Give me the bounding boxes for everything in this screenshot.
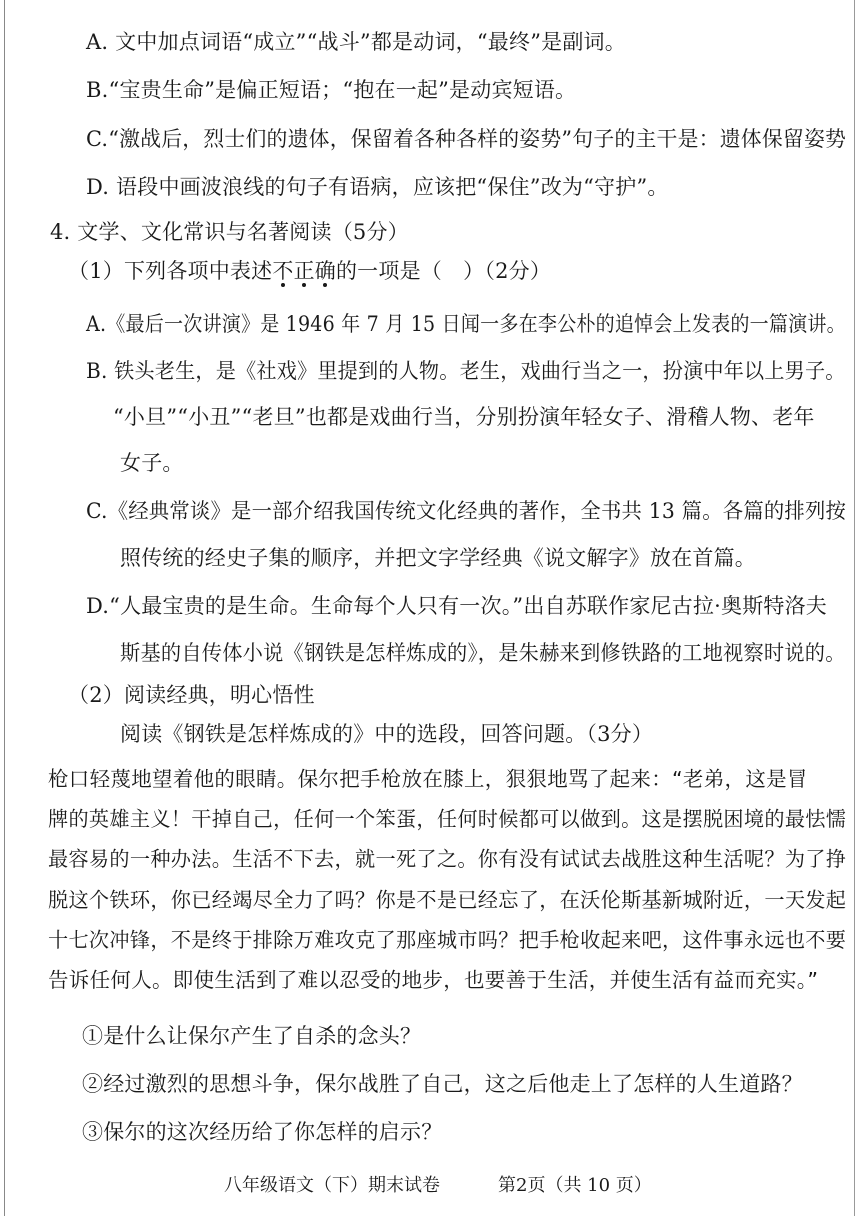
footer-title: 八年级语文（下）期末试卷 xyxy=(224,1175,440,1196)
q3-option-a: A. 文中加点词语“成立”“战斗”都是动词，“最终”是副词。 xyxy=(86,30,626,54)
q4-sub1-option-c-line1: C.《经典常谈》是一部介绍我国传统文化经典的著作，全书共 13 篇。各篇的排列按 xyxy=(86,499,847,523)
q4-sub1-option-d-line2: 斯基的自传体小说《钢铁是怎样炼成的》，是朱赫来到修铁路的工地视察时说的。 xyxy=(120,641,846,665)
reading-question-3: ③保尔的这次经历给了你怎样的启示？ xyxy=(82,1120,443,1144)
passage-line: 牌的英雄主义！干掉自己，任何一个笨蛋，任何时候都可以做到。这是摆脱困境的最怯懦 xyxy=(48,807,847,831)
q4-sub1-prefix: （1）下列各项中表述 xyxy=(68,259,273,283)
reading-question-2: ②经过激烈的思想斗争，保尔战胜了自己，这之后他走上了怎样的人生道路？ xyxy=(82,1072,803,1096)
q4-sub1-option-b-line1: B. 铁头老生，是《社戏》里提到的人物。老生，戏曲行当之一，扮演中年以上男子。 xyxy=(86,359,846,383)
q3-option-d: D. 语段中画波浪线的句子有语病，应该把“保住”改为“守护”。 xyxy=(86,175,669,199)
page-border-right xyxy=(854,0,855,1216)
q3-option-c: C.“激战后，烈士们的遗体，保留着各种各样的姿势”句子的主干是：遗体保留姿势 xyxy=(86,127,847,151)
q4-sub1-option-b-line3: 女子。 xyxy=(120,451,184,475)
q4-sub1-option-b-line2: “小旦”“小丑”“老旦”也都是戏曲行当，分别扮演年轻女子、滑稽人物、老年 xyxy=(113,405,815,429)
reading-question-1: ①是什么让保尔产生了自杀的念头？ xyxy=(82,1024,422,1048)
q4-sub1-option-c-line2: 照传统的经史子集的顺序，并把文字学经典《说文解字》放在首篇。 xyxy=(120,546,756,570)
q4-sub2-instruction: 阅读《钢铁是怎样炼成的》中的选段，回答问题。（3分） xyxy=(120,722,654,746)
q3-option-b: B.“宝贵生命”是偏正短语；“抱在一起”是动宾短语。 xyxy=(86,78,577,102)
passage-line: 枪口轻蔑地望着他的眼睛。保尔把手枪放在膝上，狠狠地骂了起来：“老弟，这是冒 xyxy=(48,767,808,791)
footer-page-number: 第2页（共 10 页） xyxy=(498,1175,652,1196)
q4-sub1-stem xyxy=(68,257,551,285)
q4-sub1-suffix: 的一项是（ ）（2分） xyxy=(335,259,552,283)
q4-heading: 4. 文学、文化常识与名著阅读（5分） xyxy=(50,220,409,244)
passage-line: 最容易的一种办法。生活不下去，就一死了之。你有没有试试去战胜这种生活呢？为了挣 xyxy=(48,847,847,871)
q4-sub1-emph: 不正确 xyxy=(272,259,336,283)
q4-sub2-heading: （2）阅读经典，明心悟性 xyxy=(68,683,315,707)
q4-sub1-option-a: A.《最后一次讲演》是 1946 年 7 月 15 日闻一多在李公朴的追悼会上发表的一篇演讲。 xyxy=(86,312,846,336)
passage-line: 脱这个铁环，你已经竭尽全力了吗？你是不是已经忘了，在沃伦斯基新城附近，一天发起 xyxy=(48,888,847,912)
passage-line: 十七次冲锋，不是终于排除万难攻克了那座城市吗？把手枪收起来吧，这件事永远也不要 xyxy=(48,928,847,952)
q4-sub1-option-d-line1: D.“人最宝贵的是生命。生命每个人只有一次。”出自苏联作家尼古拉·奥斯特洛夫 xyxy=(86,594,828,618)
emphasis-dots xyxy=(272,259,336,283)
page-border-left xyxy=(4,0,5,1216)
emphasis-dot-marks xyxy=(272,283,336,287)
passage-line: 告诉任何人。即使生活到了难以忍受的地步，也要善于生活，并使生活有益而充实。” xyxy=(48,968,819,992)
